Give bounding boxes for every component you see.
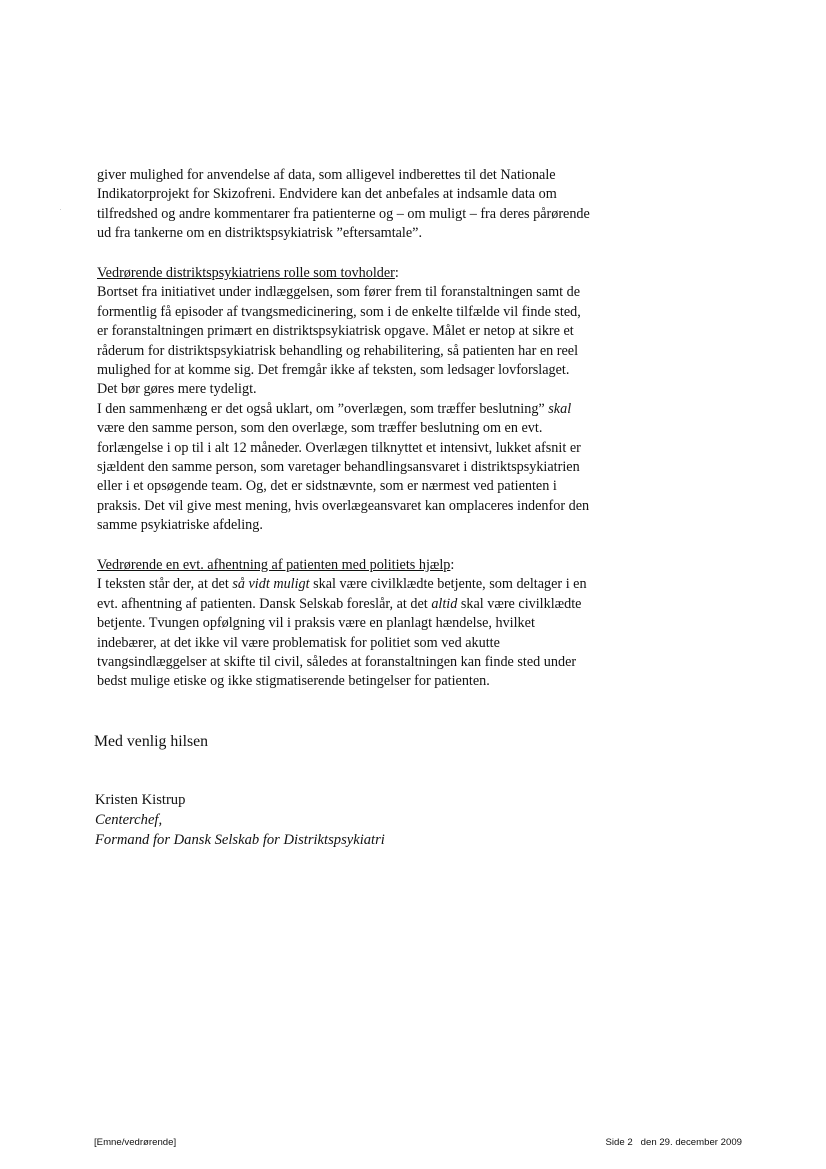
text-line: er foranstaltningen primært en distriktspsykiatrisk opgave. Målet er netop at sikre et bbox=[97, 323, 574, 340]
signer-title-text: Centerchef, bbox=[95, 812, 163, 828]
text-line: mulighed for at komme sig. Det fremgår ikke af teksten, som ledsager lovforslaget. bbox=[97, 362, 570, 379]
footer-page-date: Side 2 den 29. december 2009 bbox=[605, 1137, 742, 1148]
text-run: skal være civilklædte betjente, som deltager i en bbox=[309, 576, 587, 593]
text-line: Bortset fra initiativet under indlæggelsen, som fører frem til foranstaltningen samt de bbox=[97, 284, 581, 301]
emphasis-saa-vidt-muligt: så vidt muligt bbox=[232, 576, 310, 593]
text-line: indebærer, at det ikke vil være problematisk for politiet som ved akutte bbox=[97, 634, 500, 651]
text-line bbox=[97, 400, 657, 419]
text-run: skal være civilklædte bbox=[457, 595, 582, 612]
signer-role bbox=[95, 830, 385, 850]
section-heading bbox=[97, 556, 657, 575]
signature-block bbox=[95, 790, 385, 850]
section-heading bbox=[97, 264, 657, 283]
intro-paragraph bbox=[97, 166, 657, 244]
text-run: I teksten står der, at det bbox=[97, 576, 233, 593]
text-line: eller i et opsøgende team. Og, det er sidstnævnte, som er nærmest ved patienten i bbox=[97, 478, 557, 495]
closing-salutation: Med venlig hilsen bbox=[94, 733, 209, 750]
section-police-pickup bbox=[97, 556, 657, 692]
text-line: ud fra tankerne om en distriktspsykiatrisk ”eftersamtale”. bbox=[97, 225, 423, 242]
text-line: råderum for distriktspsykiatrisk behandling og rehabilitering, så patienten har en reel bbox=[97, 342, 579, 359]
text-line: være den samme person, som den overlæge, som træffer beslutning om en evt. bbox=[97, 420, 543, 437]
text-line: tvangsindlæggelser at skifte til civil, således at foranstaltningen kan finde sted under bbox=[97, 654, 577, 671]
section-coordinator-role bbox=[97, 264, 657, 536]
scan-speck bbox=[60, 209, 61, 210]
text-line: sjældent den samme person, som varetager behandlingsansvaret i distriktspsykiatrien bbox=[97, 459, 580, 476]
heading-text: Vedrørende en evt. afhentning af patienten med politiets hjælp bbox=[97, 557, 451, 573]
text-line: betjente. Tvungen opfølgning vil i praksis være en planlagt hændelse, hvilket bbox=[97, 615, 535, 632]
heading-colon: : bbox=[394, 265, 399, 281]
text-line bbox=[97, 595, 657, 614]
text-line: tilfredshed og andre kommentarer fra patienterne og – om muligt – fra deres pårørende bbox=[97, 205, 590, 222]
heading-text: Vedrørende distriktspsykiatriens rolle som tovholder bbox=[97, 265, 395, 281]
text-run: I den sammenhæng er det også uklart, om ”overlægen, som træffer beslutning” bbox=[97, 400, 549, 417]
signer-name: Kristen Kistrup bbox=[95, 792, 186, 808]
text-line: formentlig få episoder af tvangsmedicinering, som i de enkelte tilfælde vil finde sted, bbox=[97, 303, 581, 320]
signer-title bbox=[95, 810, 385, 830]
text-line: Indikatorprojekt for Skizofreni. Endvidere kan det anbefales at indsamle data om bbox=[97, 186, 557, 203]
text-line: giver mulighed for anvendelse af data, som alligevel indberettes til det Nationale bbox=[97, 167, 556, 183]
signer-role-text: Formand for Dansk Selskab for Distriktspsykiatri bbox=[95, 832, 385, 848]
emphasis-altid: altid bbox=[431, 595, 458, 612]
text-line: forlængelse i op til i alt 12 måneder. Overlægen tilknyttet et intensivt, lukket afsnit er bbox=[97, 439, 581, 456]
footer-subject: [Emne/vedrørende] bbox=[94, 1137, 177, 1148]
heading-colon: : bbox=[450, 557, 455, 573]
text-line: praksis. Det vil give mest mening, hvis overlægeansvaret kan omplaceres indenfor den bbox=[97, 497, 590, 514]
text-line: bedst mulige etiske og ikke stigmatiserende betingelser for patienten. bbox=[97, 673, 490, 690]
text-run: evt. afhentning af patienten. Dansk Selskab foreslår, at det bbox=[97, 595, 432, 612]
text-line: Det bør gøres mere tydeligt. bbox=[97, 381, 257, 398]
emphasis-skal: skal bbox=[548, 400, 572, 417]
text-line bbox=[97, 575, 657, 594]
text-line: samme psykiatriske afdeling. bbox=[97, 517, 263, 534]
